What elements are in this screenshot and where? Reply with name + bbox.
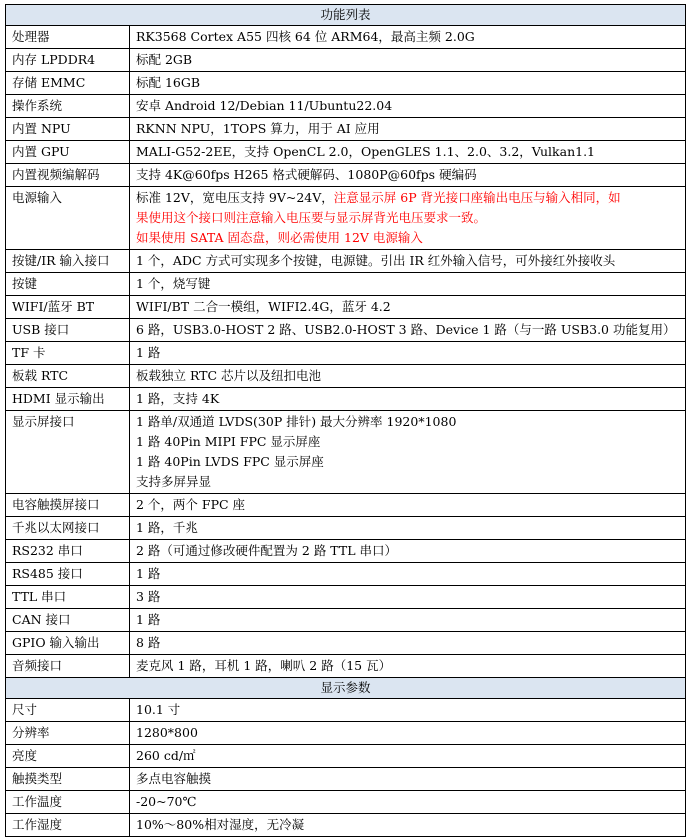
table-row bbox=[6, 95, 686, 118]
table-row bbox=[6, 72, 686, 95]
table-row bbox=[6, 517, 686, 540]
table-row bbox=[6, 699, 686, 722]
value-line bbox=[136, 723, 679, 743]
row-value bbox=[130, 342, 686, 365]
value-text: 标配 16GB bbox=[136, 75, 201, 90]
row-label: 电源输入 bbox=[6, 187, 130, 250]
value-line bbox=[136, 700, 679, 720]
row-label: 亮度 bbox=[6, 745, 130, 768]
value-text: 板载独立 RTC 芯片以及纽扣电池 bbox=[136, 368, 322, 383]
row-value bbox=[130, 791, 686, 814]
value-text: 2 路（可通过修改硬件配置为 2 路 TTL 串口） bbox=[136, 543, 397, 558]
section-header-row bbox=[6, 5, 686, 26]
value-line bbox=[136, 610, 679, 630]
row-value bbox=[130, 540, 686, 563]
table-row bbox=[6, 632, 686, 655]
value-text: 3 路 bbox=[136, 589, 161, 604]
table-row bbox=[6, 563, 686, 586]
row-value bbox=[130, 72, 686, 95]
value-line bbox=[136, 792, 679, 812]
value-text: 10%～80%相对湿度，无冷凝 bbox=[136, 817, 305, 832]
row-value bbox=[130, 164, 686, 187]
value-text: 1 个，ADC 方式可实现多个按键，电源键。引出 IR 红外输入信号，可外接红外接收头 bbox=[136, 253, 616, 268]
row-label: 内置 NPU bbox=[6, 118, 130, 141]
row-value bbox=[130, 632, 686, 655]
table-row bbox=[6, 814, 686, 837]
value-text: 标配 2GB bbox=[136, 52, 193, 67]
row-label: RS232 串口 bbox=[6, 540, 130, 563]
table-row bbox=[6, 319, 686, 342]
row-value bbox=[130, 722, 686, 745]
warning-text: 注意显示屏 6P 背光接口座输出电压与输入相同，如 bbox=[333, 190, 621, 205]
row-value bbox=[130, 494, 686, 517]
value-text: 10.1 寸 bbox=[136, 702, 181, 717]
row-label: 电容触摸屏接口 bbox=[6, 494, 130, 517]
row-value bbox=[130, 699, 686, 722]
table-row bbox=[6, 791, 686, 814]
value-line bbox=[136, 165, 679, 185]
spec-table-body bbox=[6, 5, 686, 837]
value-text: 8 路 bbox=[136, 635, 161, 650]
value-text: 1280*800 bbox=[136, 725, 198, 740]
value-line bbox=[136, 815, 679, 835]
row-value bbox=[130, 296, 686, 319]
value-line bbox=[136, 297, 679, 317]
table-row bbox=[6, 494, 686, 517]
row-label: WIFI/蓝牙 BT bbox=[6, 296, 130, 319]
value-text: 1 路，支持 4K bbox=[136, 391, 220, 406]
value-line bbox=[136, 228, 679, 248]
row-label: 按键/IR 输入接口 bbox=[6, 250, 130, 273]
row-value bbox=[130, 118, 686, 141]
value-line bbox=[136, 366, 679, 386]
row-label: 工作湿度 bbox=[6, 814, 130, 837]
value-text: 支持 4K@60fps H265 格式硬解码、1080P@60fps 硬编码 bbox=[136, 167, 477, 182]
row-value bbox=[130, 365, 686, 388]
value-line bbox=[136, 495, 679, 515]
table-row bbox=[6, 164, 686, 187]
value-text: 1 路 40Pin MIPI FPC 显示屏座 bbox=[136, 434, 321, 449]
section-title: 显示参数 bbox=[6, 678, 686, 699]
value-line bbox=[136, 412, 679, 432]
table-row bbox=[6, 273, 686, 296]
value-line bbox=[136, 633, 679, 653]
value-line bbox=[136, 656, 679, 676]
value-line bbox=[136, 389, 679, 409]
row-label: 千兆以太网接口 bbox=[6, 517, 130, 540]
row-value bbox=[130, 388, 686, 411]
row-label: GPIO 输入输出 bbox=[6, 632, 130, 655]
value-line bbox=[136, 541, 679, 561]
row-label: 分辨率 bbox=[6, 722, 130, 745]
value-text: 1 个，烧写键 bbox=[136, 276, 211, 291]
table-row bbox=[6, 118, 686, 141]
value-line bbox=[136, 251, 679, 271]
value-line bbox=[136, 769, 679, 789]
value-line bbox=[136, 274, 679, 294]
row-label: 处理器 bbox=[6, 26, 130, 49]
value-line bbox=[136, 472, 679, 492]
value-line bbox=[136, 587, 679, 607]
value-text: 6 路，USB3.0-HOST 2 路、USB2.0-HOST 3 路、Device 1 路（与一路 USB3.0 功能复用） bbox=[136, 322, 676, 337]
table-row bbox=[6, 722, 686, 745]
row-label: 板载 RTC bbox=[6, 365, 130, 388]
value-text: 260 cd/㎡ bbox=[136, 748, 196, 763]
row-label: 触摸类型 bbox=[6, 768, 130, 791]
table-row bbox=[6, 296, 686, 319]
value-line bbox=[136, 746, 679, 766]
table-row bbox=[6, 26, 686, 49]
value-line bbox=[136, 518, 679, 538]
value-text: 1 路，千兆 bbox=[136, 520, 198, 535]
table-row bbox=[6, 745, 686, 768]
table-row bbox=[6, 609, 686, 632]
row-label: 存储 EMMC bbox=[6, 72, 130, 95]
value-line bbox=[136, 119, 679, 139]
table-row bbox=[6, 768, 686, 791]
value-line bbox=[136, 320, 679, 340]
value-line bbox=[136, 432, 679, 452]
table-row bbox=[6, 342, 686, 365]
row-label: USB 接口 bbox=[6, 319, 130, 342]
value-text: 多点电容触摸 bbox=[136, 771, 212, 786]
row-value bbox=[130, 273, 686, 296]
row-value bbox=[130, 187, 686, 250]
row-value bbox=[130, 49, 686, 72]
value-line bbox=[136, 452, 679, 472]
table-row bbox=[6, 411, 686, 494]
warning-text: 果使用这个接口则注意输入电压要与显示屏背光电压要求一致。 bbox=[136, 210, 487, 225]
value-text: 安卓 Android 12/Debian 11/Ubuntu22.04 bbox=[136, 98, 393, 113]
value-text: 1 路单/双通道 LVDS(30P 排针) 最大分辨率 1920*1080 bbox=[136, 414, 457, 429]
value-line bbox=[136, 96, 679, 116]
value-line bbox=[136, 188, 679, 208]
value-line bbox=[136, 564, 679, 584]
value-line bbox=[136, 142, 679, 162]
table-row bbox=[6, 388, 686, 411]
row-label: 显示屏接口 bbox=[6, 411, 130, 494]
value-text: 1 路 bbox=[136, 345, 161, 360]
value-text: 标准 12V，宽电压支持 9V~24V， bbox=[136, 190, 334, 205]
row-value bbox=[130, 768, 686, 791]
warning-text: 如果使用 SATA 固态盘，则必需使用 12V 电源输入 bbox=[136, 230, 423, 245]
row-label: TF 卡 bbox=[6, 342, 130, 365]
row-value bbox=[130, 655, 686, 678]
spec-table bbox=[5, 4, 686, 837]
row-value bbox=[130, 95, 686, 118]
row-label: 音频接口 bbox=[6, 655, 130, 678]
value-line bbox=[136, 73, 679, 93]
section-header-row bbox=[6, 678, 686, 699]
row-value bbox=[130, 26, 686, 49]
row-label: 操作系统 bbox=[6, 95, 130, 118]
table-row bbox=[6, 187, 686, 250]
value-text: 2 个，两个 FPC 座 bbox=[136, 497, 246, 512]
value-text: RK3568 Cortex A55 四核 64 位 ARM64，最高主频 2.0G bbox=[136, 29, 475, 44]
row-value bbox=[130, 563, 686, 586]
table-row bbox=[6, 141, 686, 164]
row-label: 内置 GPU bbox=[6, 141, 130, 164]
table-row bbox=[6, 655, 686, 678]
table-row bbox=[6, 586, 686, 609]
value-line bbox=[136, 27, 679, 47]
row-label: 按键 bbox=[6, 273, 130, 296]
row-label: 工作温度 bbox=[6, 791, 130, 814]
row-value bbox=[130, 319, 686, 342]
value-line bbox=[136, 50, 679, 70]
row-label: CAN 接口 bbox=[6, 609, 130, 632]
row-value bbox=[130, 586, 686, 609]
row-label: TTL 串口 bbox=[6, 586, 130, 609]
value-text: WIFI/BT 二合一模组，WIFI2.4G，蓝牙 4.2 bbox=[136, 299, 391, 314]
value-text: 支持多屏异显 bbox=[136, 474, 212, 489]
row-label: RS485 接口 bbox=[6, 563, 130, 586]
row-value bbox=[130, 745, 686, 768]
value-text: MALI-G52-2EE，支持 OpenCL 2.0，OpenGLES 1.1、2.0、3.2，Vulkan1.1 bbox=[136, 144, 596, 159]
row-label: 尺寸 bbox=[6, 699, 130, 722]
table-row bbox=[6, 540, 686, 563]
table-row bbox=[6, 250, 686, 273]
row-label: 内存 LPDDR4 bbox=[6, 49, 130, 72]
row-value bbox=[130, 517, 686, 540]
value-line bbox=[136, 343, 679, 363]
row-value bbox=[130, 411, 686, 494]
section-title: 功能列表 bbox=[6, 5, 686, 26]
value-text: 1 路 bbox=[136, 612, 161, 627]
value-text: RKNN NPU，1TOPS 算力，用于 AI 应用 bbox=[136, 121, 380, 136]
value-text: -20~70℃ bbox=[136, 794, 197, 809]
value-text: 1 路 40Pin LVDS FPC 显示屏座 bbox=[136, 454, 324, 469]
value-line bbox=[136, 208, 679, 228]
row-value bbox=[130, 250, 686, 273]
row-value bbox=[130, 609, 686, 632]
row-label: 内置视频编解码 bbox=[6, 164, 130, 187]
value-text: 麦克风 1 路，耳机 1 路，喇叭 2 路（15 瓦） bbox=[136, 658, 392, 673]
row-value bbox=[130, 141, 686, 164]
row-value bbox=[130, 814, 686, 837]
table-row bbox=[6, 49, 686, 72]
row-label: HDMI 显示输出 bbox=[6, 388, 130, 411]
value-text: 1 路 bbox=[136, 566, 161, 581]
table-row bbox=[6, 365, 686, 388]
